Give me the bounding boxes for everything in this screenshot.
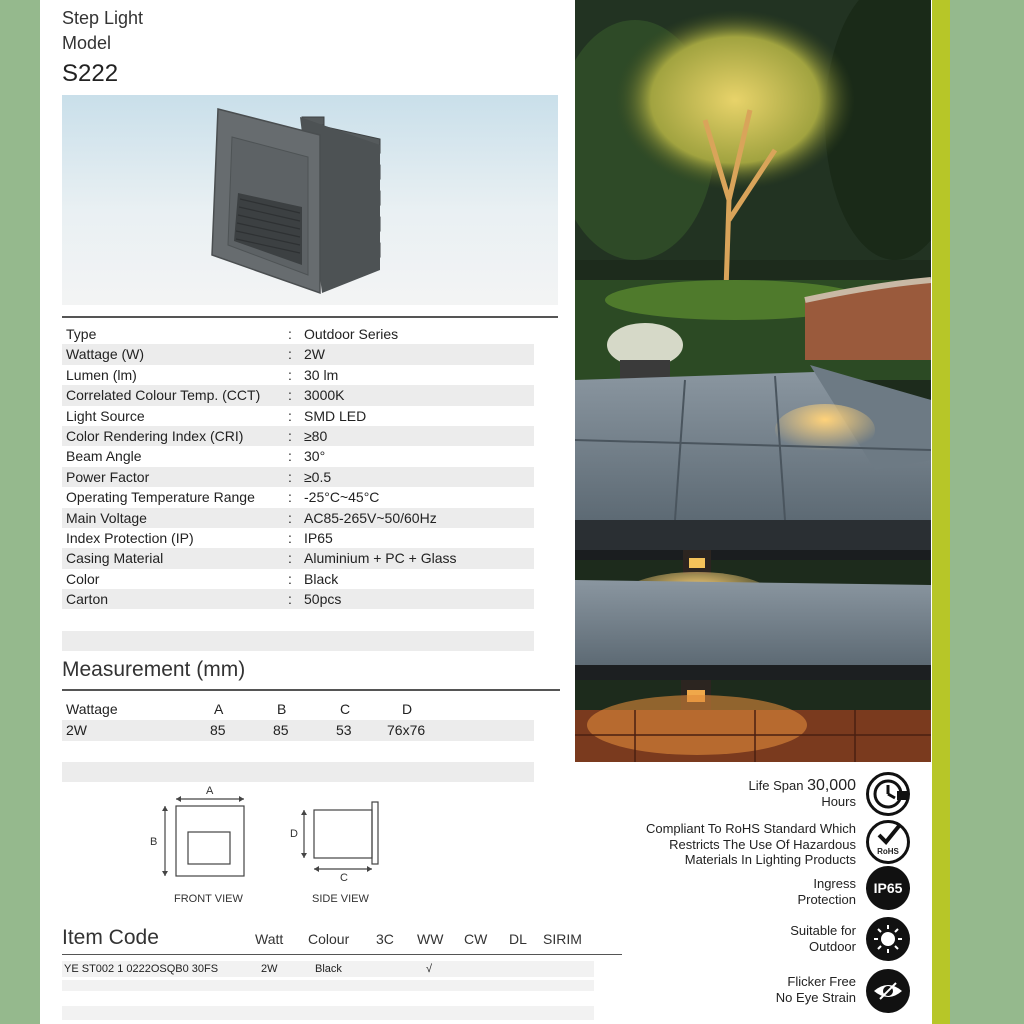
sun-icon [866, 917, 910, 961]
measurement-header: Wattage A B C D [66, 701, 413, 717]
feature-outdoor-text: Suitable for Outdoor [790, 923, 856, 954]
spec-value: AC85-265V~50/60Hz [304, 509, 437, 526]
spec-label: Operating Temperature Range [66, 489, 255, 506]
spec-row-lumen: Lumen (lm) : 30 lm [62, 365, 534, 385]
spec-label: Main Voltage [66, 509, 147, 526]
product-desc-line2: Model [62, 33, 112, 53]
rohs-icon [866, 820, 910, 864]
dim-label-b: B [150, 836, 158, 848]
spec-row-casing: Casing Material : Aluminium + PC + Glass [62, 548, 534, 568]
accent-strip [932, 0, 950, 1024]
measurement-row: 2W 85 85 53 76x76 [62, 720, 534, 741]
ip65-icon: IP65 [866, 866, 910, 910]
application-photo [575, 0, 931, 762]
spec-row-color: Color : Black [62, 569, 534, 589]
spec-row-ip: Index Protection (IP) : IP65 [62, 528, 534, 548]
spec-value: Aluminium + PC + Glass [304, 550, 457, 567]
garden-steps-illustration [575, 0, 931, 762]
spec-value: IP65 [304, 529, 333, 546]
side-view-label: SIDE VIEW [312, 893, 369, 905]
feature-flicker-text: Flicker Free No Eye Strain [775, 974, 856, 1005]
item-code-value: YE ST002 1 0222OSQB0 30FS [64, 963, 219, 975]
spec-value: -25°C~45°C [304, 489, 380, 506]
measurement-title: Measurement (mm) [62, 658, 246, 681]
spec-row-carton: Carton : 50pcs [62, 589, 534, 609]
spec-value: 2W [304, 346, 325, 363]
spec-value: SMD LED [304, 407, 367, 424]
dim-label-c: C [340, 872, 348, 884]
spec-value: ≥80 [304, 427, 328, 444]
spec-row-power-factor: Power Factor : ≥0.5 [62, 467, 534, 487]
product-code: S222 [62, 60, 119, 87]
spec-label: Color [66, 570, 100, 587]
front-view-label: FRONT VIEW [174, 893, 243, 905]
feature-rohs-text: Compliant To RoHS Standard Which Restricts The Use Of Hazardous Materials In Lighting Products [645, 821, 856, 867]
item-code-title: Item Code [62, 926, 159, 949]
spec-row-cri: Color Rendering Index (CRI) : ≥80 [62, 426, 534, 446]
spec-row-temperature: Operating Temperature Range : -25°C~45°C [62, 487, 534, 507]
spec-row-cct: Correlated Colour Temp. (CCT) : 3000K [62, 385, 534, 405]
lifespan-hours-value: 30,000 [807, 777, 856, 794]
spec-row-beam-angle: Beam Angle : 30° [62, 446, 534, 466]
spec-row-type: Type : Outdoor Series [62, 324, 534, 344]
dimension-diagram [40, 0, 640, 1024]
spec-value: 30 lm [304, 366, 339, 383]
spec-label: Color Rendering Index (CRI) [66, 427, 244, 444]
spec-label: Type [66, 326, 97, 342]
spec-label: Index Protection (IP) [66, 529, 194, 546]
spacer-bar [62, 1006, 594, 1020]
product-desc-line1: Step Light [62, 8, 144, 28]
datasheet-page: Step Light Model S222 Type : Outdoor Series Wattage (W) : 2W Lumen (lm) : 30 lm Correlated Colour Temp. (CCT) : 3000K Light Source : SMD LED Color Rendering Index (CRI) : ≥80 Beam Angle : 30° Power Factor : ≥0.5 Operating Temperature Range : -25°C~45°C Main Voltage : AC85-265V~50/60Hz Index Protection (IP) : IP65 Casing Material : Aluminium + PC + Glass Color : Black Carton : 50pcs Measurement (mm) Wattage A B C D 2W 85 85 53 76x76 A B D C FRONT VIEW SIDE VIEW Item Code Watt Colour 3C WW CW DL SIRIM YE ST002 1 0222OSQB0 30FS 2W Black √ Life Span 30,000 Hours Compliant To RoHS Standard Which Restricts The Use Of Hazardous Materials In Lighting Products RoHS Ingress Protection IP65 Suitable for Outdoor Flicker Free No Eye Strain [40, 0, 950, 1024]
spec-label: Correlated Colour Temp. (CCT) [66, 387, 261, 404]
clock-icon [866, 772, 910, 816]
feature-ip-text: Ingress Protection [797, 876, 856, 907]
dim-label-d: D [290, 828, 298, 840]
dim-label-a: A [206, 785, 214, 797]
eye-icon [866, 969, 910, 1013]
spec-label: Power Factor [66, 468, 150, 485]
spec-label: Wattage (W) [66, 346, 145, 363]
item-code-rule [62, 954, 622, 955]
spec-label: Casing Material [66, 550, 164, 567]
side-view-outline [314, 810, 372, 858]
spec-row-wattage: Wattage (W) : 2W [62, 344, 534, 364]
spec-value: Black [304, 570, 339, 587]
feature-lifespan-text: Life Span 30,000 Hours [748, 777, 856, 809]
spec-value: 50pcs [304, 591, 342, 608]
front-view-outline [176, 806, 244, 876]
spec-value: 3000K [304, 387, 345, 404]
spec-label: Beam Angle [66, 448, 142, 465]
item-code-row: YE ST002 1 0222OSQB0 30FS 2W Black √ [62, 961, 594, 977]
rohs-badge-text: RoHS [877, 847, 899, 856]
spec-label: Light Source [66, 407, 145, 424]
spec-label: Lumen (lm) [66, 366, 137, 383]
spec-value: 30° [304, 448, 326, 465]
spec-row-voltage: Main Voltage : AC85-265V~50/60Hz [62, 508, 534, 528]
ww-check: √ [426, 963, 433, 975]
spec-value: ≥0.5 [304, 468, 332, 485]
spec-row-light-source: Light Source : SMD LED [62, 406, 534, 426]
spec-label: Carton [66, 591, 109, 608]
spec-value: Outdoor Series [304, 326, 399, 342]
spacer-bar [62, 980, 594, 991]
